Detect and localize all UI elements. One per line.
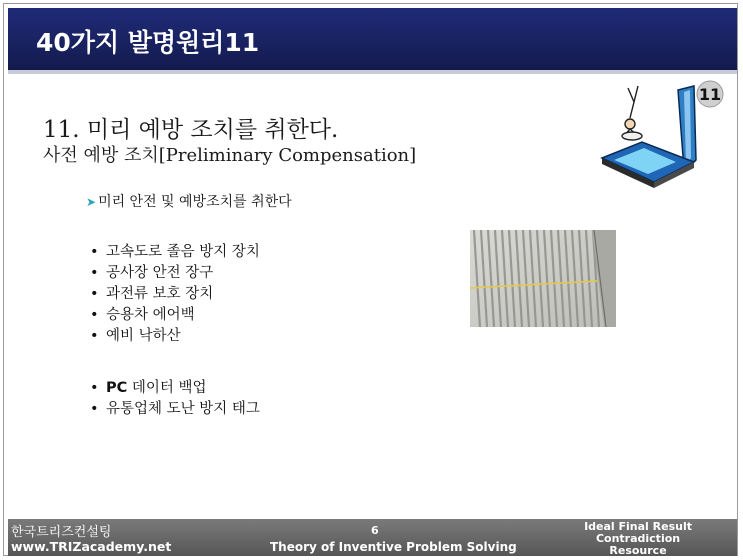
bullet-icon: •	[90, 380, 99, 396]
bullet-icon: •	[90, 265, 99, 281]
principle-heading: 11. 미리 예방 조치를 취한다.	[43, 117, 339, 143]
footer-theory: Theory of Inventive Problem Solving	[270, 540, 517, 554]
examples-list	[90, 242, 260, 347]
bullet-icon: •	[90, 286, 99, 302]
footer-url[interactable]: www.TRIZacademy.net	[11, 539, 172, 554]
principle-summary	[86, 191, 292, 211]
examples-list-2	[90, 378, 260, 420]
principle-badge: 11	[698, 85, 722, 104]
footer-keyword: Ideal Final Result	[584, 520, 692, 533]
footer-keywords	[584, 521, 692, 557]
principle-summary-text: 미리 안전 및 예방조치를 취한다	[98, 194, 292, 210]
arrow-right-icon: ➤	[86, 195, 97, 209]
bullet-icon: •	[90, 401, 99, 417]
bullet-icon: •	[90, 244, 99, 260]
slide-title: 40가지 발명원리11	[36, 28, 260, 57]
list-item: • 고속도로 졸음 방지 장치	[90, 242, 260, 263]
bullet-icon: •	[90, 328, 99, 344]
diver-illustration	[590, 78, 730, 188]
footer-keyword: Resource	[609, 544, 667, 557]
bullet-icon: •	[90, 307, 99, 323]
list-item: • PC 데이터 백업	[90, 378, 260, 399]
rumble-strip-photo	[470, 230, 616, 327]
footer-company: 한국트리즈컨설팅	[11, 525, 112, 540]
pool-icon	[602, 142, 694, 188]
list-item: • 과전류 보호 장치	[90, 284, 260, 305]
diver-icon	[622, 86, 642, 140]
list-item: • 공사장 안전 장구	[90, 263, 260, 284]
title-bar	[8, 8, 737, 70]
list-item: • 유통업체 도난 방지 태그	[90, 399, 260, 420]
list-item: • 예비 낙하산	[90, 326, 260, 347]
page-number: 6	[371, 524, 379, 537]
list-item: • 승용차 에어백	[90, 305, 260, 326]
footer-bar	[8, 519, 737, 556]
footer-keyword: Contradiction	[595, 532, 681, 545]
principle-subheading: 사전 예방 조치[Preliminary Compensation]	[43, 145, 417, 166]
